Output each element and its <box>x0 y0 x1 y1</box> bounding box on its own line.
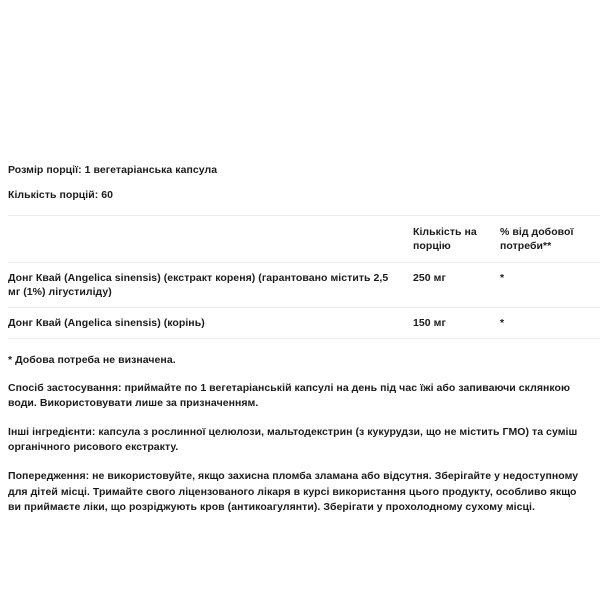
serving-size-line: Розмір порції: 1 вегетаріанська капсула <box>8 164 218 176</box>
column-header-amount-per-serving: Кількість на порцію <box>413 226 477 252</box>
table-header-row <box>8 216 600 263</box>
ingredient-daily-value: * <box>500 272 505 284</box>
ingredient-amount: 150 мг <box>413 317 446 329</box>
table-row <box>8 263 600 308</box>
label-content <box>8 163 592 516</box>
column-header-ingredient <box>8 216 413 263</box>
table-row <box>8 308 600 339</box>
table-body <box>8 263 600 339</box>
ingredient-name: Донг Квай (Angelica sinensis) (корінь) <box>8 317 205 329</box>
ingredient-daily-value: * <box>500 317 505 329</box>
other-ingredients-paragraph: Інші інгредієнти: капсула з рослинної целюлози, мальтодекстрин (з кукурудзи, що не містить ГМО) та суміш органічного рисового екстракту. <box>8 426 578 453</box>
warning-paragraph: Попередження: не використовуйте, якщо захисна пломба зламана або відсутня. Зберігайте у недоступному для дітей місці. Тримайте свого ліцензованого лікаря в курсі використання цього продукту, особливо якщо ви приймаєте ліки, що розріджують кров (антикоагулянти). Зберігати у прохолодному сухому місці. <box>8 470 579 513</box>
ingredient-amount: 250 мг <box>413 272 446 284</box>
daily-value-footnote: * Добова потреба не визначена. <box>8 354 176 366</box>
directions-paragraph: Спосіб застосування: приймайте по 1 вегетаріанській капсулі на день під час їжі або запиваючи склянкою води. Використовувати лише за призначенням. <box>8 382 571 409</box>
supplement-facts-table <box>8 215 600 339</box>
column-header-daily-value: % від добової потреби** <box>500 226 574 252</box>
table-header <box>8 216 600 263</box>
servings-per-container-line: Кількість порцій: 60 <box>8 189 114 201</box>
ingredient-name: Донг Квай (Angelica sinensis) (екстракт кореня) (гарантовано містить 2,5 мг (1%) лігустиліду) <box>8 272 389 298</box>
